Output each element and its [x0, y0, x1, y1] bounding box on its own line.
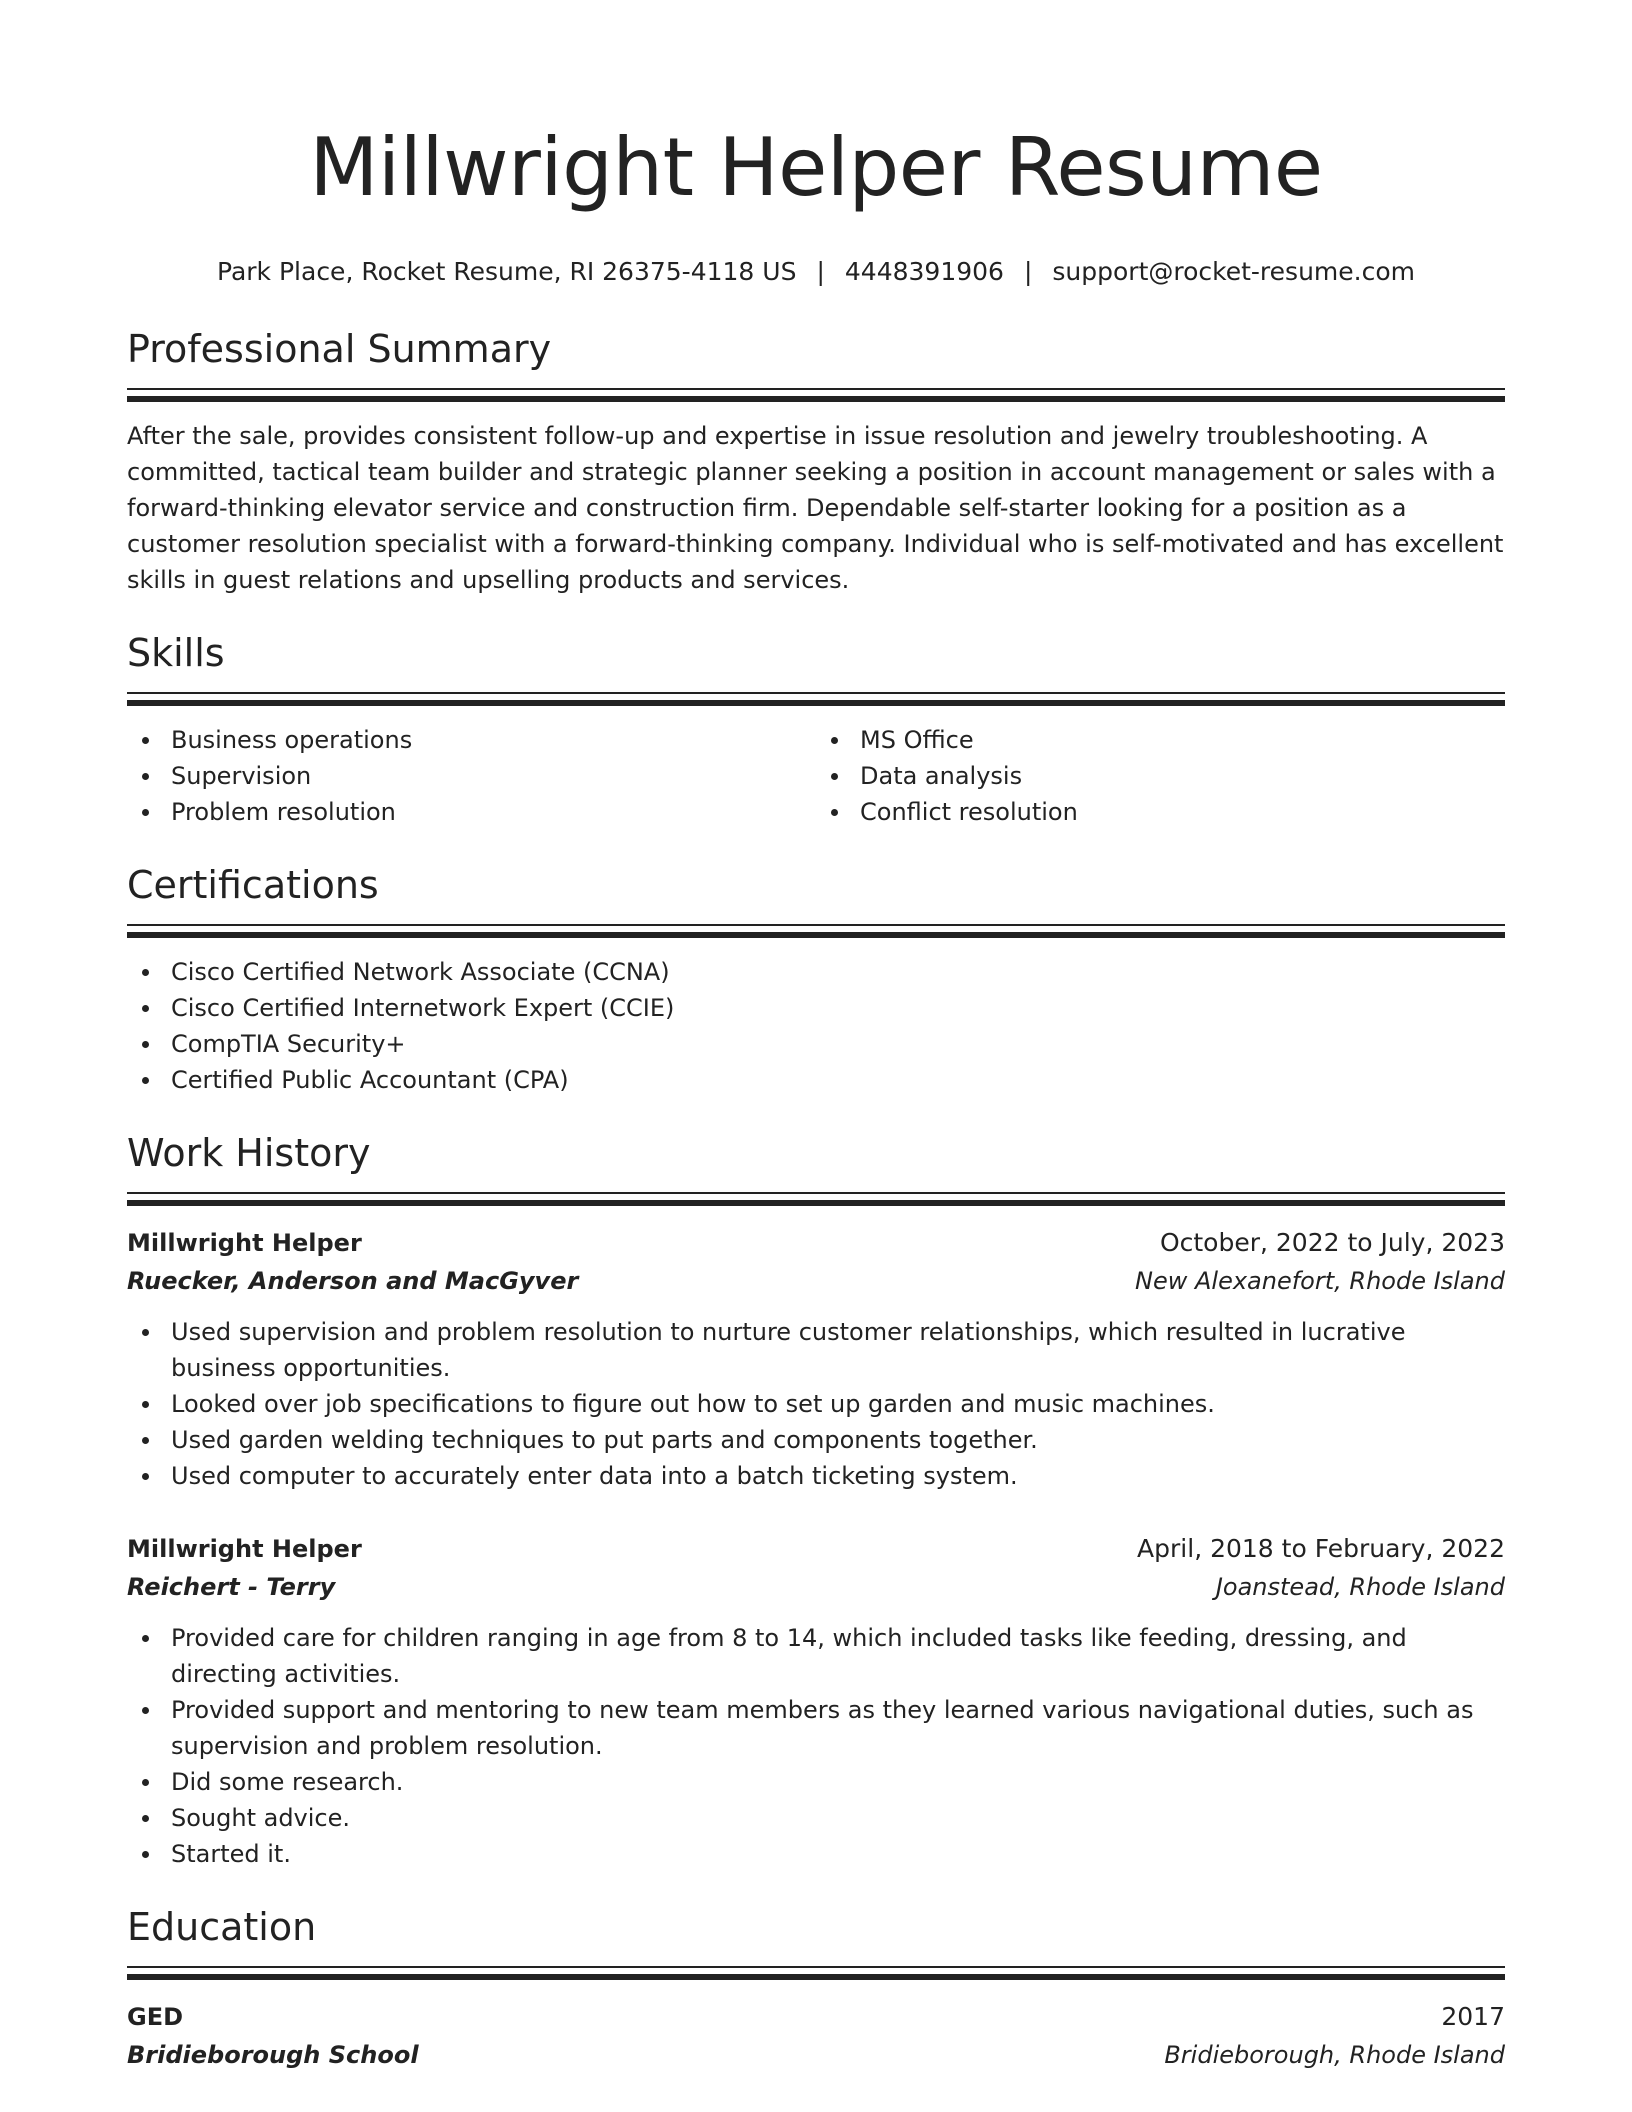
- work-history-section: [127, 1128, 1505, 1872]
- certifications-section: [127, 860, 1505, 1098]
- job-company-row: [127, 1568, 1505, 1606]
- school-name: Bridieborough School: [127, 2041, 419, 2069]
- skills-grid: [127, 706, 1505, 830]
- certification-item: Cisco Certified Network Associate (CCNA): [127, 954, 1505, 990]
- job-header-row: [127, 1530, 1505, 1568]
- section-divider: [127, 1192, 1505, 1206]
- education-header-row: [127, 1998, 1505, 2036]
- email[interactable]: support@rocket-resume.com: [1052, 257, 1415, 286]
- job-location: Joanstead, Rhode Island: [1215, 1573, 1505, 1601]
- duty-item: Did some research.: [127, 1764, 1505, 1800]
- school-location: Bridieborough, Rhode Island: [1164, 2041, 1505, 2069]
- duty-item: Sought advice.: [127, 1800, 1505, 1836]
- job-title: Millwright Helper: [127, 1229, 362, 1257]
- resume-title: Millwright Helper Resume: [309, 121, 1323, 214]
- skill-item: MS Office: [816, 722, 1505, 758]
- duty-item: Used computer to accurately enter data into a batch ticketing system.: [127, 1458, 1505, 1494]
- job-duties: [127, 1314, 1505, 1494]
- job-location: New Alexanefort, Rhode Island: [1135, 1267, 1505, 1295]
- contact-separator: |: [816, 257, 825, 286]
- skills-list-left: [127, 722, 816, 830]
- company-name: Reichert - Terry: [127, 1573, 336, 1601]
- job-title: Millwright Helper: [127, 1535, 362, 1563]
- certification-item: Cisco Certified Internetwork Expert (CCIE): [127, 990, 1505, 1026]
- duty-item: Started it.: [127, 1836, 1505, 1872]
- graduation-year: 2017: [1441, 2002, 1505, 2031]
- address: Park Place, Rocket Resume, RI 26375-4118 US: [217, 257, 797, 286]
- skills-list-right: [816, 722, 1505, 830]
- section-title: Skills: [127, 631, 225, 675]
- section-title: Education: [127, 1905, 317, 1949]
- duty-item: Used supervision and problem resolution to nurture customer relationships, which resulted in lucrative business opportunities.: [127, 1314, 1505, 1386]
- certification-item: Certified Public Accountant (CPA): [127, 1062, 1505, 1098]
- section-title: Certifications: [127, 863, 379, 907]
- job-dates: April, 2018 to February, 2022: [1137, 1534, 1505, 1563]
- section-divider: [127, 388, 1505, 402]
- skill-item: Business operations: [127, 722, 816, 758]
- education-school-row: [127, 2036, 1505, 2074]
- phone: 4448391906: [844, 257, 1004, 286]
- job-dates: October, 2022 to July, 2023: [1159, 1228, 1505, 1257]
- duty-item: Looked over job specifications to figure out how to set up garden and music machines.: [127, 1386, 1505, 1422]
- duty-item: Used garden welding techniques to put parts and components together.: [127, 1422, 1505, 1458]
- job-entry: [127, 1530, 1505, 1872]
- section-title: Work History: [127, 1131, 371, 1175]
- skill-item: Problem resolution: [127, 794, 816, 830]
- duty-item: Provided support and mentoring to new team members as they learned various navigational duties, such as supervision and problem resolution.: [127, 1692, 1505, 1764]
- section-divider: [127, 924, 1505, 938]
- summary-text: After the sale, provides consistent follow-up and expertise in issue resolution and jewelry troubleshooting. A committed, tactical team builder and strategic planner seeking a position in account management or sales with a forward-thinking elevator service and construction firm. Dependable self-starter looking for a position as a customer resolution specialist with a forward-thinking company. Individual who is self-motivated and has excellent skills in guest relations and upselling products and services.: [127, 422, 1504, 594]
- skills-section: [127, 628, 1505, 830]
- education-section: [127, 1902, 1505, 2074]
- contact-line: [127, 254, 1505, 290]
- job-duties: [127, 1620, 1505, 1872]
- contact-separator: |: [1023, 257, 1033, 286]
- duty-item: Provided care for children ranging in age from 8 to 14, which included tasks like feeding, dressing, and directing activities.: [127, 1620, 1505, 1692]
- job-header-row: [127, 1224, 1505, 1262]
- job-entry: [127, 1224, 1505, 1494]
- job-company-row: [127, 1262, 1505, 1300]
- summary-section: [127, 324, 1505, 598]
- certification-item: CompTIA Security+: [127, 1026, 1505, 1062]
- education-entry: [127, 1998, 1505, 2074]
- section-title: Professional Summary: [127, 327, 552, 371]
- skill-item: Supervision: [127, 758, 816, 794]
- section-divider: [127, 692, 1505, 706]
- degree: GED: [127, 2003, 184, 2031]
- section-divider: [127, 1966, 1505, 1980]
- company-name: Ruecker, Anderson and MacGyver: [127, 1267, 579, 1295]
- skill-item: Data analysis: [816, 758, 1505, 794]
- certifications-list: [127, 954, 1505, 1098]
- skill-item: Conflict resolution: [816, 794, 1505, 830]
